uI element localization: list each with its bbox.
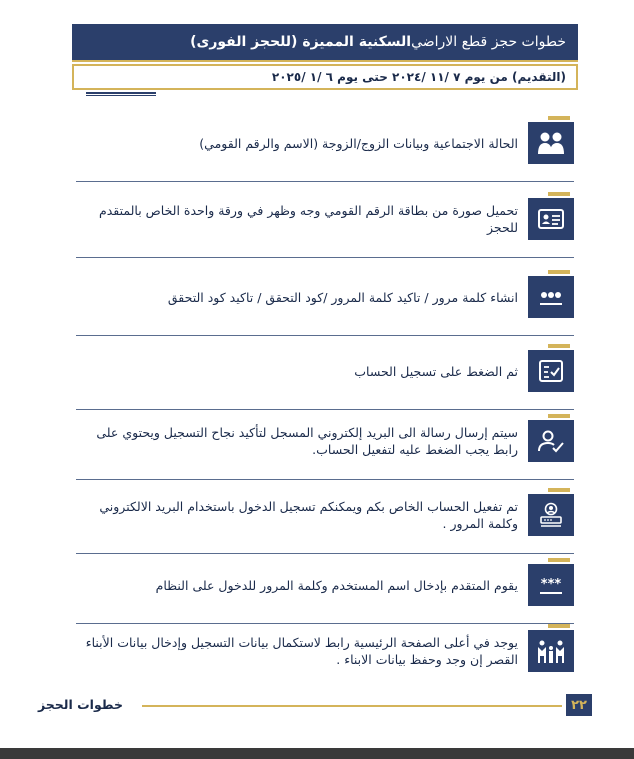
password-dots-icon (528, 276, 574, 318)
page-header (72, 24, 578, 60)
user-login-icon (528, 494, 574, 536)
step-accent (548, 192, 570, 196)
step-item (76, 556, 574, 618)
step-divider (76, 479, 574, 480)
family-icon (528, 630, 574, 672)
step-accent (548, 270, 570, 274)
user-check-icon (528, 420, 574, 462)
step-divider (76, 409, 574, 410)
date-range-text: (التقديم) من يوم ٧ /١١ /٢٠٢٤ حتى يوم ٦ /١ /٢٠٢٥ (271, 70, 566, 84)
svg-text:***: *** (540, 577, 562, 592)
step-text: تم تفعيل الحساب الخاص بكم ويمكنكم تسجيل الدخول باستخدام البريد الالكتروني وكلمة المرور . (99, 499, 518, 531)
step-item (76, 342, 574, 404)
step-item (76, 114, 574, 176)
step-item (76, 412, 574, 474)
header-highlight: السكنية المميزة (للحجز الفورى) (190, 34, 412, 50)
bottom-edge-bar (0, 748, 634, 759)
step-divider (76, 257, 574, 258)
step-text: سيتم إرسال رسالة الى البريد إلكتروني المسجل لتأكيد نجاح التسجيل ويحتوي على رابط يجب الضغط عليه لتفعيل الحساب. (96, 425, 518, 457)
step-divider (76, 553, 574, 554)
page-number: ٢٢ (566, 694, 592, 716)
step-text: ثم الضغط على تسجيل الحساب (354, 363, 518, 379)
step-text: يقوم المتقدم بإدخال اسم المستخدم وكلمة المرور للدخول على النظام (155, 577, 518, 593)
date-range-box (72, 64, 578, 90)
footer-gold-line (142, 705, 562, 707)
header-gold-divider (72, 60, 578, 62)
step-accent (548, 414, 570, 418)
step-item (76, 486, 574, 548)
step-divider (76, 335, 574, 336)
step-item (76, 622, 574, 684)
step-accent (548, 488, 570, 492)
step-text: تحميل صورة من بطاقة الرقم القومي وجه وظهر في ورقة واحدة الخاص بالمتقدم للحجز (98, 203, 518, 235)
footer-title: خطوات الحجز (38, 697, 123, 712)
step-accent (548, 624, 570, 628)
step-accent (548, 344, 570, 348)
step-item (76, 268, 574, 330)
step-text: انشاء كلمة مرور / تاكيد كلمة المرور /كود التحقق / تاكيد كود التحقق (167, 289, 518, 305)
checklist-icon (528, 350, 574, 392)
step-accent (548, 116, 570, 120)
couple-icon (528, 122, 574, 164)
date-underline-thin (86, 95, 156, 96)
id-card-icon (528, 198, 574, 240)
header-prefix: خطوات حجز قطع الاراضي (411, 34, 566, 50)
step-text: الحالة الاجتماعية وبيانات الزوج/الزوجة (الاسم والرقم القومي) (199, 135, 518, 151)
date-underline (86, 92, 156, 94)
step-text: يوجد في أعلى الصفحة الرئيسية رابط لاستكمال بيانات التسجيل وإدخال بيانات الأبناء القصر إن وجد وحفظ بيانات الابناء . (85, 635, 518, 667)
step-accent (548, 558, 570, 562)
asterisk-password-icon (528, 564, 574, 606)
step-item (76, 190, 574, 252)
step-divider (76, 181, 574, 182)
